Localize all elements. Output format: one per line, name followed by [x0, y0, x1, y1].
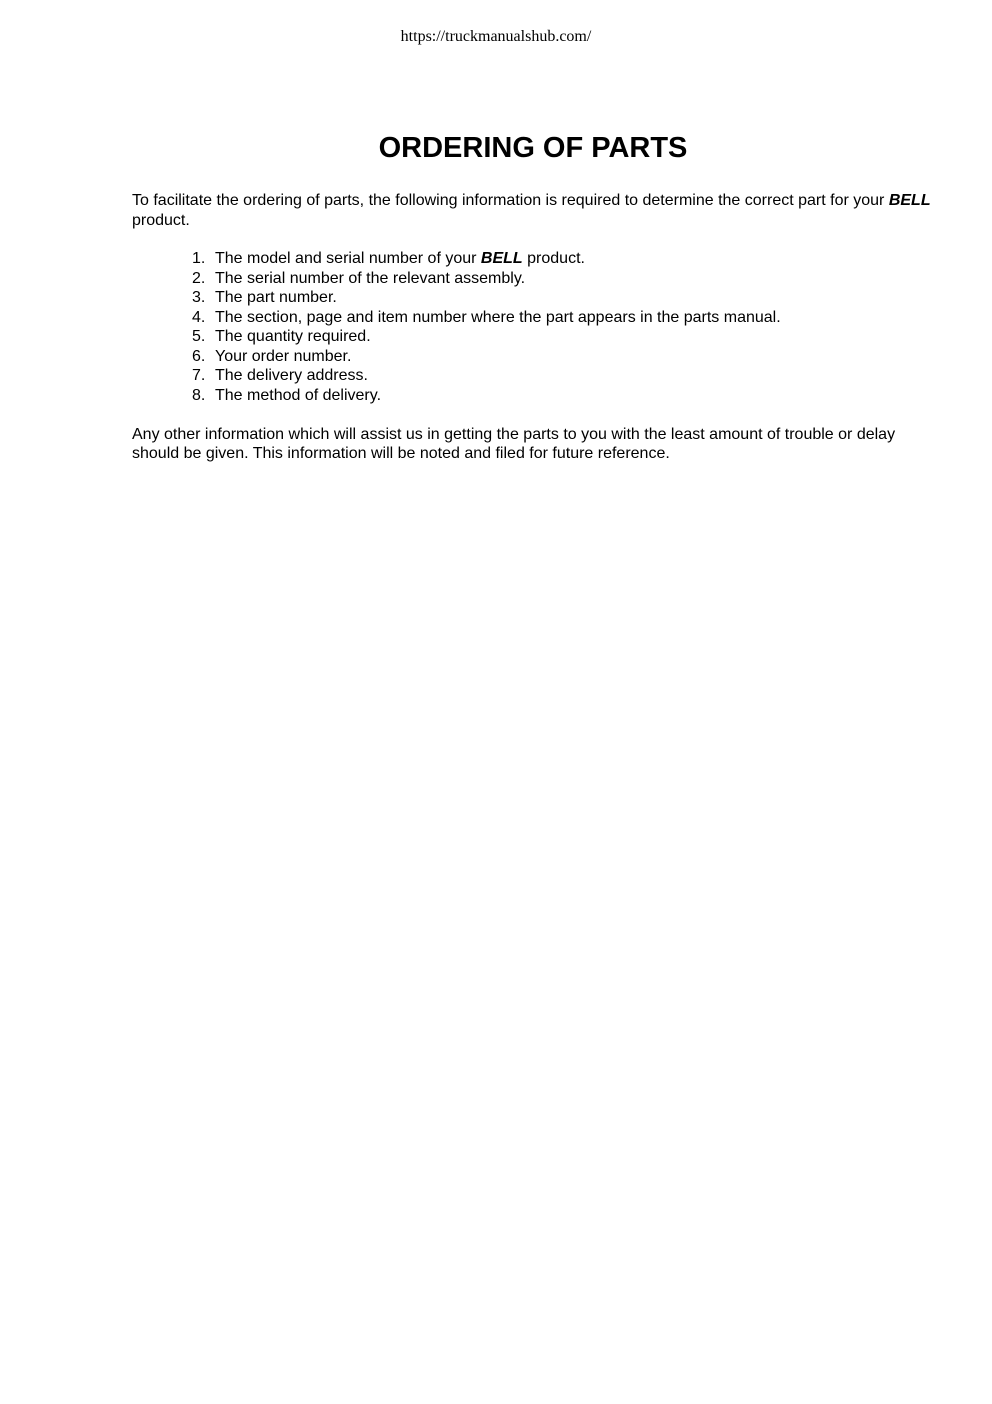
list-item: [132, 269, 942, 289]
page-url-header: https://truckmanualshub.com/: [400, 28, 592, 45]
list-item-number: 6.: [192, 347, 206, 365]
list-item-text: The model and serial number of your: [215, 250, 477, 267]
brand-name: BELL: [480, 250, 523, 267]
list-item-text: Your order number.: [215, 347, 352, 365]
list-item-number: 4.: [192, 308, 206, 326]
list-item: [132, 347, 942, 367]
list-item: [132, 288, 942, 308]
list-item-text: The delivery address.: [215, 367, 368, 384]
list-item: [132, 249, 942, 269]
list-item-text: The section, page and item number where the part appears in the parts manual.: [215, 308, 781, 326]
document-body: [132, 191, 942, 464]
list-item: [132, 366, 942, 386]
closing-paragraph: Any other information which will assist us in getting the parts to you with the least amount of trouble or delay should be given. This information will be noted and filed for future reference.: [132, 425, 896, 462]
intro-text: To facilitate the ordering of parts, the following information is required to determine the correct part for your: [132, 192, 885, 209]
intro-suffix: product.: [132, 211, 190, 229]
page-title: ORDERING OF PARTS: [378, 132, 688, 164]
list-item-number: 5.: [192, 328, 206, 345]
brand-name: BELL: [888, 192, 931, 209]
list-item-text: The part number.: [215, 289, 337, 306]
required-information-list: [132, 249, 942, 405]
list-item-number: 7.: [192, 367, 206, 384]
list-item-number: 2.: [192, 269, 206, 287]
list-item-suffix: product.: [527, 250, 585, 267]
list-item-text: The quantity required.: [215, 328, 371, 345]
list-item-text: The method of delivery.: [215, 386, 382, 404]
list-item: [132, 386, 942, 406]
intro-paragraph: [132, 191, 942, 230]
list-item-text: The serial number of the relevant assembly.: [215, 269, 526, 287]
list-item-number: 3.: [192, 289, 206, 306]
list-item: [132, 327, 942, 347]
list-item-number: 1.: [192, 250, 206, 267]
list-item-number: 8.: [192, 386, 206, 404]
list-item: [132, 308, 942, 328]
